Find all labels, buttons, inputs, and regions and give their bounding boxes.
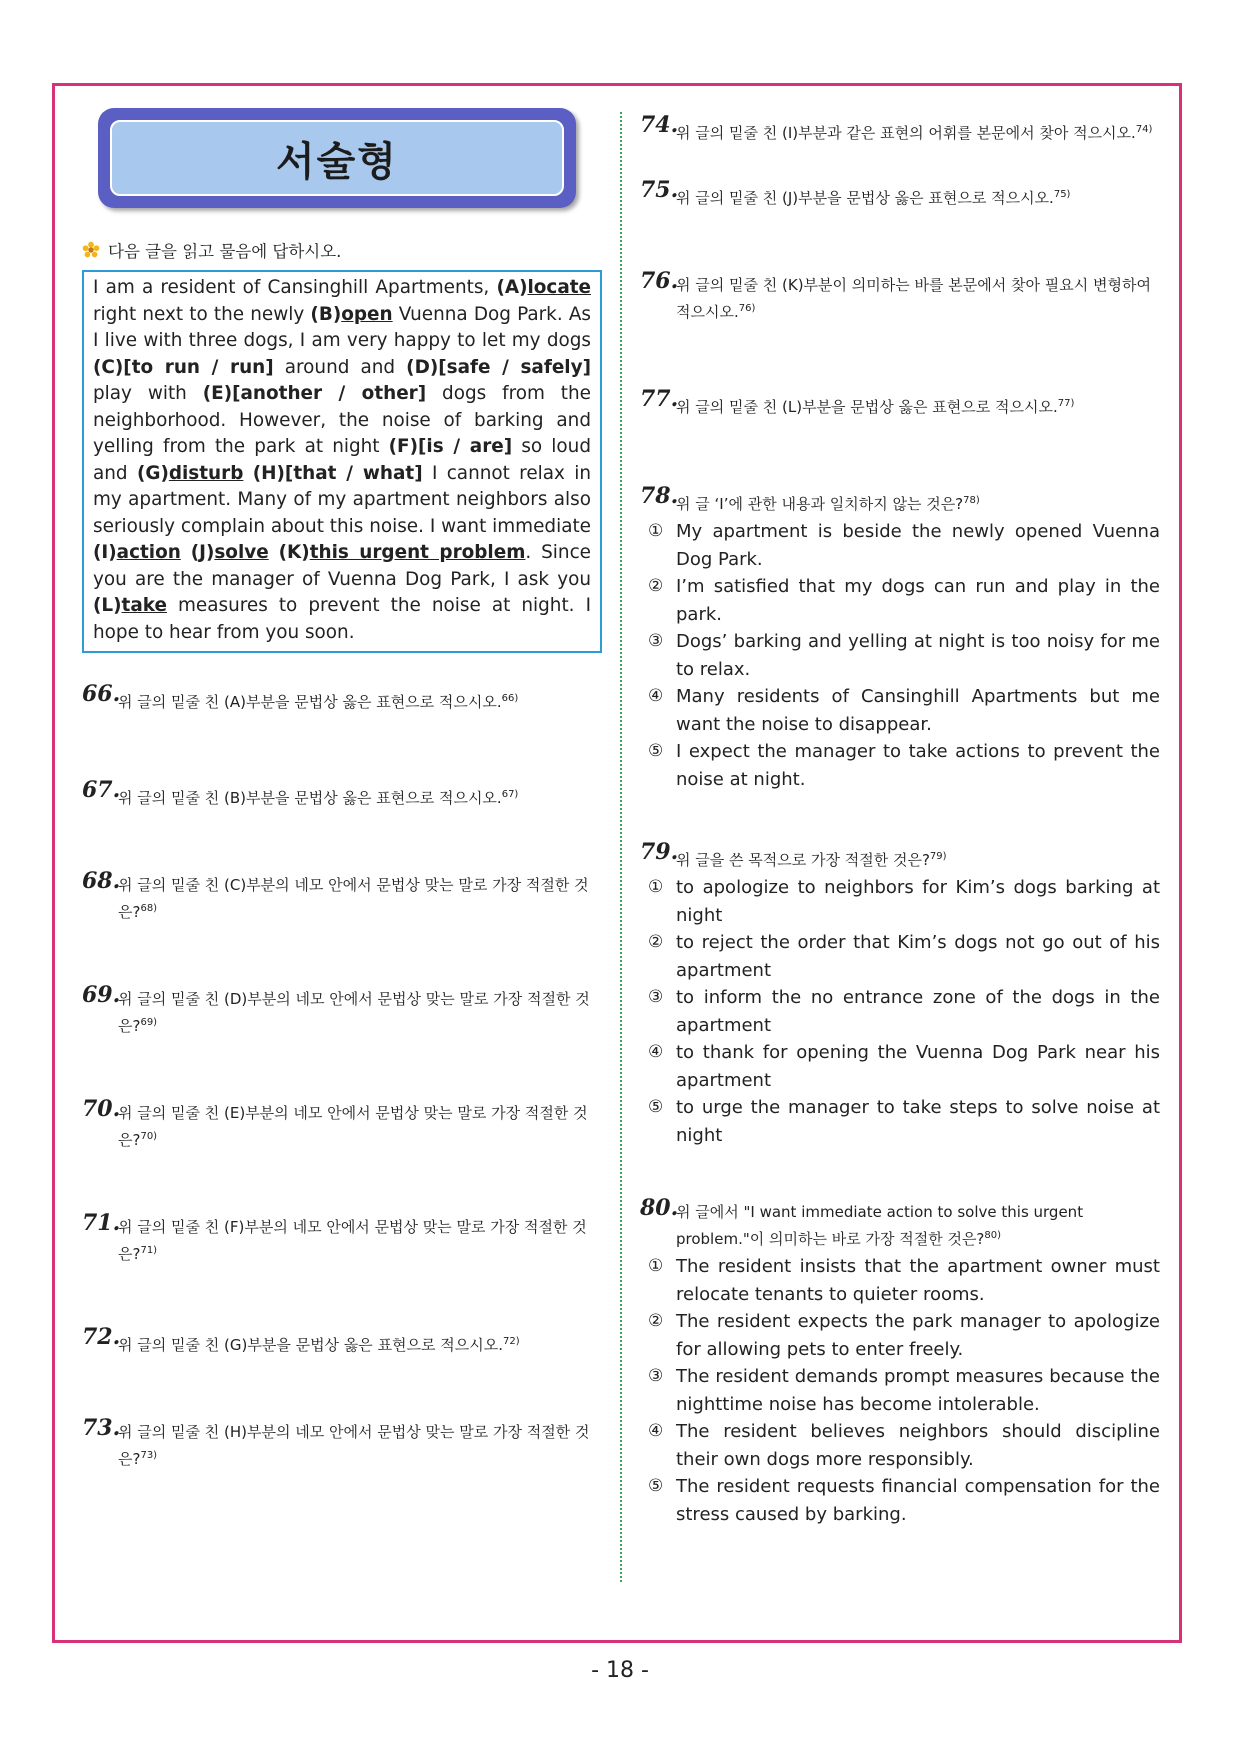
- page-number: - 18 -: [591, 1658, 649, 1683]
- section-title: 서술형: [276, 138, 398, 185]
- option-item[interactable]: ④ to thank for opening the Vuenna Dog Park near his apartment: [648, 1042, 1160, 1091]
- title-banner: [98, 108, 576, 208]
- question-68: 68. 위 글의 밑줄 친 (C)부분의 네모 안에서 문법상 맞는 말로 가장 적절한 것은?$^{68)}$: [82, 868, 589, 921]
- question-67: 67. 위 글의 밑줄 친 (B)부분을 문법상 옳은 표현으로 적으시오.$^{67)}$: [82, 777, 519, 807]
- question-66: 66. 위 글의 밑줄 친 (A)부분을 문법상 옳은 표현으로 적으시오.$^{66)}$: [82, 681, 519, 711]
- option-item[interactable]: ③ to inform the no entrance zone of the dogs in the apartment: [648, 987, 1160, 1036]
- question-70: 70. 위 글의 밑줄 친 (E)부분의 네모 안에서 문법상 맞는 말로 가장 적절한 것은?$^{70)}$: [82, 1096, 588, 1149]
- option-item[interactable]: ⑤ to urge the manager to take steps to solve noise at night: [648, 1097, 1160, 1146]
- option-item[interactable]: ③ Dogs’ barking and yelling at night is too noisy for me to relax.: [648, 631, 1160, 680]
- question-73: 73. 위 글의 밑줄 친 (H)부분의 네모 안에서 문법상 맞는 말로 가장 적절한 것은?$^{73)}$: [82, 1415, 590, 1468]
- question-71: 71. 위 글의 밑줄 친 (F)부분의 네모 안에서 문법상 맞는 말로 가장 적절한 것은?$^{71)}$: [82, 1210, 587, 1263]
- question-80: 80. 위 글에서 "I want immediate action to solve this urgent problem."이 의미하는 바로 가장 적절한 것은?$^{80)}$: [640, 1195, 1084, 1248]
- instruction: [82, 238, 602, 262]
- option-item[interactable]: ① to apologize to neighbors for Kim’s dogs barking at night: [648, 877, 1160, 926]
- option-item[interactable]: ⑤ I expect the manager to take actions to prevent the noise at night.: [648, 741, 1160, 790]
- title-banner-inner: [110, 120, 564, 196]
- column-divider: [620, 112, 622, 1582]
- left-column: [82, 100, 602, 1471]
- flower-icon: [82, 241, 100, 259]
- question-72: 72. 위 글의 밑줄 친 (G)부분을 문법상 옳은 표현으로 적으시오.$^{72)}$: [82, 1324, 520, 1354]
- question-78: 78. 위 글 ‘I’에 관한 내용과 일치하지 않는 것은?$^{78)}$: [640, 483, 980, 513]
- option-item[interactable]: ② to reject the order that Kim’s dogs not go out of his apartment: [648, 932, 1160, 981]
- option-item[interactable]: ① My apartment is beside the newly opened Vuenna Dog Park.: [648, 521, 1160, 570]
- option-item[interactable]: ② I’m satisfied that my dogs can run and play in the park.: [648, 576, 1160, 625]
- right-column: [640, 112, 1160, 1528]
- question-79-options: [640, 874, 1160, 1149]
- question-69: 69. 위 글의 밑줄 친 (D)부분의 네모 안에서 문법상 맞는 말로 가장 적절한 것은?$^{69)}$: [82, 982, 590, 1035]
- option-item[interactable]: ⑤ The resident requests financial compensation for the stress caused by barking.: [648, 1476, 1160, 1525]
- question-80-options: [640, 1253, 1160, 1528]
- instruction-text: 다음 글을 읽고 물음에 답하시오.: [108, 242, 342, 261]
- question-79: 79. 위 글을 쓴 목적으로 가장 적절한 것은?$^{79)}$: [640, 839, 947, 869]
- question-75: 75. 위 글의 밑줄 친 (J)부분을 문법상 옳은 표현으로 적으시오.$^{75)}$: [640, 177, 1071, 207]
- question-76: 76. 위 글의 밑줄 친 (K)부분이 의미하는 바를 본문에서 찾아 필요시 변형하여 적으시오.$^{76)}$: [640, 268, 1151, 321]
- option-item[interactable]: ④ The resident believes neighbors should discipline their own dogs more responsibly.: [648, 1421, 1160, 1470]
- option-item[interactable]: ② The resident expects the park manager to apologize for allowing pets to enter freely.: [648, 1311, 1160, 1360]
- question-78-options: [640, 518, 1160, 793]
- option-item[interactable]: ① The resident insists that the apartment owner must relocate tenants to quieter rooms.: [648, 1256, 1160, 1305]
- option-item[interactable]: ③ The resident demands prompt measures because the nighttime noise has become intolerable.: [648, 1366, 1160, 1415]
- option-item[interactable]: ④ Many residents of Cansinghill Apartments but me want the noise to disappear.: [648, 686, 1160, 735]
- question-77: 77. 위 글의 밑줄 친 (L)부분을 문법상 옳은 표현으로 적으시오.$^{77)}$: [640, 386, 1075, 416]
- question-74: 74. 위 글의 밑줄 친 (I)부분과 같은 표현의 어휘를 본문에서 찾아 적으시오.$^{74)}$: [640, 112, 1153, 142]
- reading-passage: I am a resident of Cansinghill Apartments, (A)locate right next to the newly (B)open Vuenna Dog Park. As I live with three dogs, I am very happy to let my dogs (C)[to run / run] around and (D)[safe / safely] play with (E)[another / other] dogs from the neighborhood. However, the noise of barking and yelling from the park at night (F)[is / are] so loud and (G)disturb (H)[that / what] I cannot relax in my apartment. Many of my apartment neighbors also seriously complain about this noise. I want immediate (I)action (J)solve (K)this urgent problem. Since you are the manager of Vuenna Dog Park, I ask you (L)take measures to prevent the noise at night. I hope to hear from you soon.: [82, 270, 602, 653]
